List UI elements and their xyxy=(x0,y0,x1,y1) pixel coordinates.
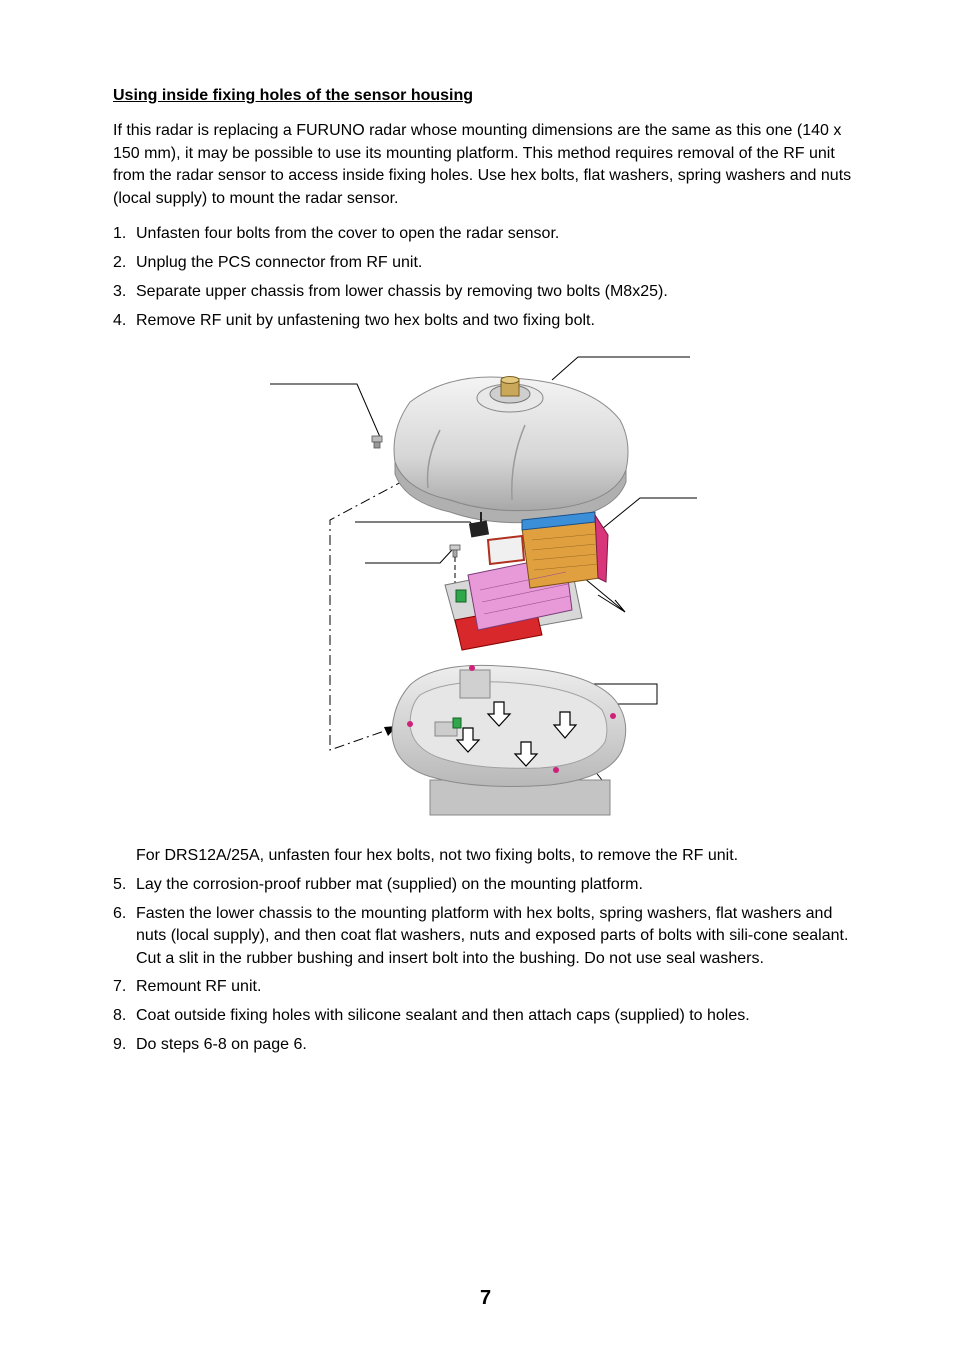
step-item xyxy=(113,874,865,897)
step-number: 5. xyxy=(113,876,127,893)
step-item xyxy=(113,281,865,310)
step-item xyxy=(113,976,865,999)
lower-chassis xyxy=(392,665,626,815)
step-number: 6. xyxy=(113,904,127,922)
step-number: 7. xyxy=(113,978,127,996)
section-heading: Using inside fixing holes of the sensor housing xyxy=(113,87,474,104)
step-number: 1. xyxy=(113,225,127,242)
step-number: 8. xyxy=(113,1006,127,1024)
step-text: Unfasten four bolts from the cover to open the radar sensor. xyxy=(136,225,560,242)
step-text: Fasten the lower chassis to the mounting platform with hex bolts, spring washers, flat washers and nuts (local supply), and then coat flat washers, nuts and exposed parts of bolts with sili-cone sealant. Cut a slit in the rubber bushing and insert bolt into the bushing. Do not use seal washers. xyxy=(136,904,849,967)
cover-bolt-icon xyxy=(372,436,382,448)
page-number: 7 xyxy=(480,1287,492,1309)
figure-note: For DRS12A/25A, unfasten four hex bolts, not two fixing bolts, to remove the RF unit. xyxy=(136,847,739,864)
step-item xyxy=(113,252,865,281)
step-text: Do steps 6-8 on page 6. xyxy=(136,1035,307,1053)
steps-list-after-figure xyxy=(113,874,865,1062)
step-item xyxy=(113,1034,865,1057)
radar-cover xyxy=(394,377,628,523)
step-text: Separate upper chassis from lower chassis by removing two bolts (M8x25). xyxy=(136,283,668,300)
step-text: Remount RF unit. xyxy=(136,978,262,996)
step-number: 4. xyxy=(113,312,127,329)
steps-list-before-figure xyxy=(113,223,865,339)
intro-paragraph: If this radar is replacing a FURUNO radar whose mounting dimensions are the same as this one (140 x 150 mm), it may be possible to use its mounting platform. This method requires removal of the RF unit from the radar sensor to access inside fixing holes. Use hex bolts, flat washers, spring washers and nuts (local supply) to mount the radar sensor. xyxy=(113,122,852,207)
rf-connector-green xyxy=(456,590,466,602)
step-text: Unplug the PCS connector from RF unit. xyxy=(136,254,423,271)
step-number: 3. xyxy=(113,283,127,300)
rf-unit xyxy=(445,512,608,650)
alignment-guide xyxy=(330,480,405,750)
step-item xyxy=(113,1005,865,1028)
step-number: 2. xyxy=(113,254,127,271)
exploded-view-illustration xyxy=(260,350,700,825)
step-item xyxy=(113,223,865,252)
step-item xyxy=(113,310,865,339)
step-item xyxy=(113,903,865,971)
step-text: Coat outside fixing holes with silicone sealant and then attach caps (supplied) to holes. xyxy=(136,1006,750,1024)
step-number: 9. xyxy=(113,1035,127,1053)
step-text: Remove RF unit by unfastening two hex bolts and two fixing bolt. xyxy=(136,312,595,329)
step-text: Lay the corrosion-proof rubber mat (supplied) on the mounting platform. xyxy=(136,876,643,893)
